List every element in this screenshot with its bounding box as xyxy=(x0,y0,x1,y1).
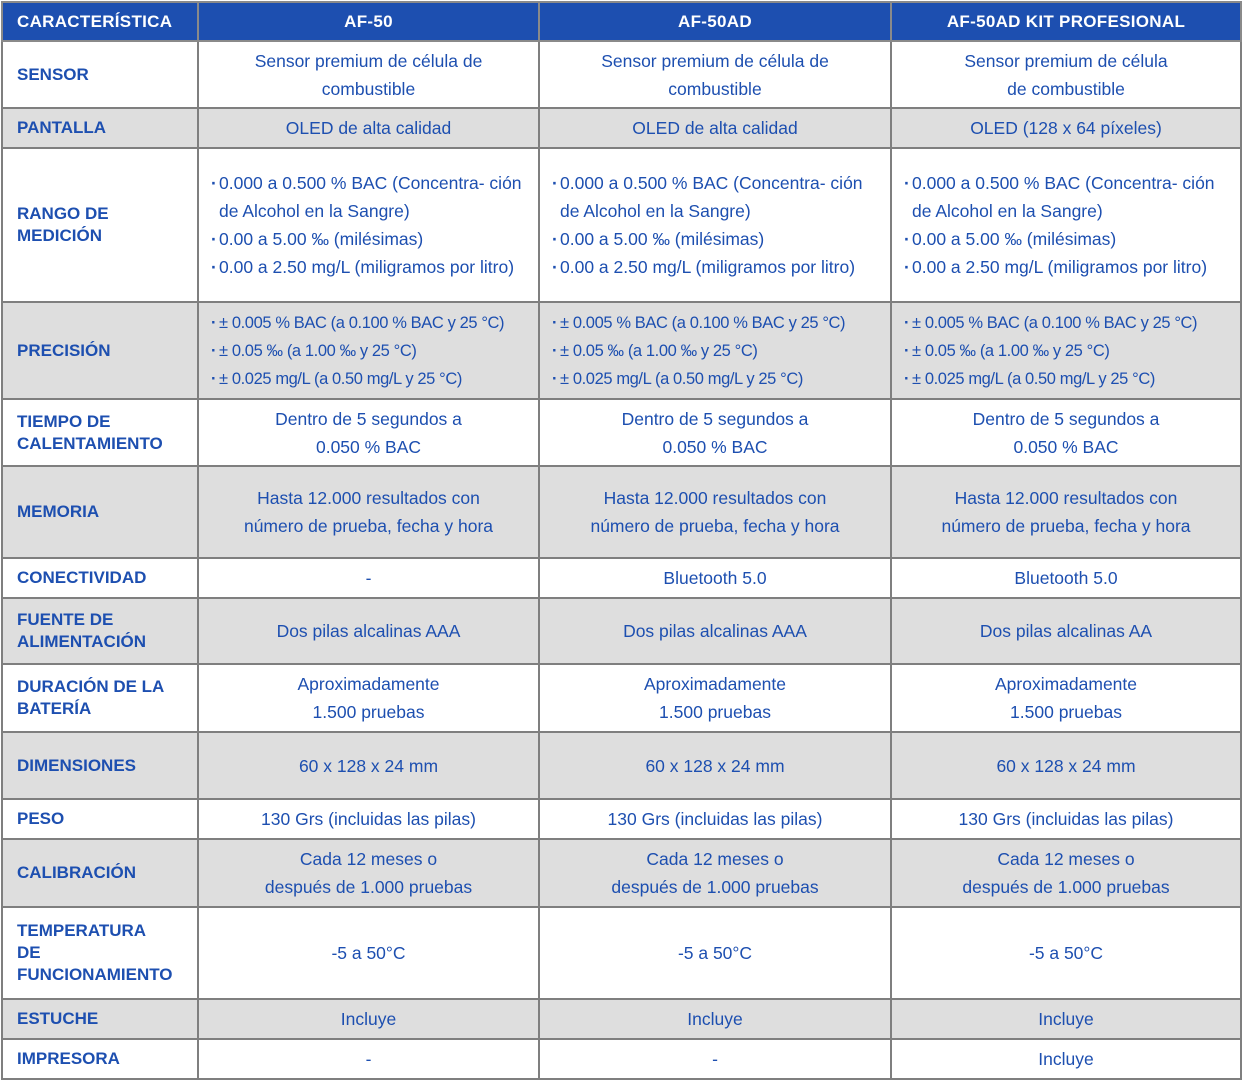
label-line: RANGO DE xyxy=(17,204,109,223)
cell-af50 xyxy=(198,108,539,148)
table-row-calibracion xyxy=(2,839,1241,907)
table-row-pantalla xyxy=(2,108,1241,148)
bullet-item: · 0.000 a 0.500 % BAC (Concentra- ción de Alcohol en la Sangre) xyxy=(552,169,884,225)
cell-line: Aproximadamente xyxy=(994,674,1138,694)
cell-line: 130 Grs (incluidas las pilas) xyxy=(958,809,1174,829)
cell-kit xyxy=(891,907,1241,999)
cell-line: - xyxy=(365,1049,372,1069)
cell-line: Incluye xyxy=(1038,1009,1094,1029)
table-row-conectividad xyxy=(2,558,1241,598)
cell-line: -5 a 50°C xyxy=(331,943,406,963)
table-row-peso xyxy=(2,799,1241,839)
cell-line: Bluetooth 5.0 xyxy=(663,568,767,588)
row-label xyxy=(2,732,198,799)
row-label xyxy=(2,799,198,839)
bullet-item: · 0.00 a 5.00 ‰ (milésimas) xyxy=(904,225,1234,253)
bullet-item: · 0.00 a 2.50 mg/L (miligramos por litro) xyxy=(211,253,532,281)
bullet-item: · ± 0.025 mg/L (a 0.50 mg/L y 25 °C) xyxy=(211,365,532,393)
cell-kit xyxy=(891,598,1241,664)
label-line: FUNCIONAMIENTO xyxy=(17,965,173,984)
cell-line: - xyxy=(712,1049,718,1069)
cell-af50 xyxy=(198,732,539,799)
cell-kit xyxy=(891,399,1241,466)
cell-af50ad xyxy=(539,664,891,732)
cell-line: Incluye xyxy=(687,1009,743,1029)
label-line: CALENTAMIENTO xyxy=(17,433,163,453)
cell-line: Dos pilas alcalinas AAA xyxy=(623,621,807,641)
label-line: ESTUCHE xyxy=(17,1009,99,1028)
bullet-list xyxy=(904,309,1234,393)
bullet-item: · ± 0.025 mg/L (a 0.50 mg/L y 25 °C) xyxy=(904,365,1234,393)
row-label xyxy=(2,108,198,148)
row-label xyxy=(2,41,198,108)
cell-kit xyxy=(891,108,1241,148)
cell-line: 60 x 128 x 24 mm xyxy=(298,755,439,776)
cell-line: de combustible xyxy=(1007,78,1125,99)
label-line: MEDICIÓN xyxy=(17,226,102,245)
bullet-item: · ± 0.005 % BAC (a 0.100 % BAC y 25 °C) xyxy=(552,309,884,337)
cell-line: -5 a 50°C xyxy=(677,943,753,963)
header-kit: AF-50AD KIT PROFESIONAL xyxy=(891,2,1241,41)
table-row-sensor xyxy=(2,41,1241,108)
cell-af50 xyxy=(198,907,539,999)
label-line: BATERÍA xyxy=(17,699,92,718)
cell-line: Bluetooth 5.0 xyxy=(1014,568,1118,588)
bullet-list xyxy=(552,309,884,393)
bullet-item: · ± 0.005 % BAC (a 0.100 % BAC y 25 °C) xyxy=(904,309,1234,337)
bullet-item: · 0.00 a 2.50 mg/L (miligramos por litro) xyxy=(904,253,1234,281)
label-line: CONECTIVIDAD xyxy=(17,568,147,587)
cell-af50ad xyxy=(539,558,891,598)
label-line: PESO xyxy=(17,809,65,828)
cell-line: 130 Grs (incluidas las pilas) xyxy=(607,809,823,829)
cell-line: Dentro de 5 segundos a xyxy=(621,408,809,429)
cell-line: Aproximadamente xyxy=(643,674,787,694)
cell-line: OLED de alta calidad xyxy=(632,118,798,138)
cell-af50 xyxy=(198,839,539,907)
table-row-impresora xyxy=(2,1039,1241,1079)
cell-line: Dentro de 5 segundos a xyxy=(275,408,462,429)
table-header xyxy=(2,2,1241,41)
cell-line: 130 Grs (incluidas las pilas) xyxy=(261,809,476,829)
cell-kit xyxy=(891,799,1241,839)
cell-af50ad xyxy=(539,598,891,664)
cell-af50 xyxy=(198,558,539,598)
table-row-memoria xyxy=(2,466,1241,558)
cell-line: después de 1.000 pruebas xyxy=(962,877,1170,897)
table-row-rango xyxy=(2,148,1241,302)
label-line: DIMENSIONES xyxy=(17,755,137,775)
label-line: PRECISIÓN xyxy=(17,340,111,360)
bullet-item: · ± 0.025 mg/L (a 0.50 mg/L y 25 °C) xyxy=(552,365,884,393)
cell-kit xyxy=(891,41,1241,108)
cell-kit xyxy=(891,1039,1241,1079)
cell-line: Dos pilas alcalinas AAA xyxy=(276,621,461,641)
cell-line: 0.050 % BAC xyxy=(1013,436,1119,457)
table-row-estuche xyxy=(2,999,1241,1039)
cell-af50 xyxy=(198,41,539,108)
cell-af50 xyxy=(198,1039,539,1079)
cell-line: 1.500 pruebas xyxy=(312,702,425,722)
cell-kit xyxy=(891,732,1241,799)
cell-af50ad xyxy=(539,41,891,108)
table-row-dimensiones xyxy=(2,732,1241,799)
row-label xyxy=(2,466,198,558)
cell-af50ad xyxy=(539,999,891,1039)
cell-line: después de 1.000 pruebas xyxy=(611,877,819,897)
header-af50: AF-50 xyxy=(198,2,539,41)
bullet-list xyxy=(904,169,1234,281)
cell-line: Cada 12 meses o xyxy=(646,849,784,869)
cell-line: después de 1.000 pruebas xyxy=(264,877,473,897)
bullet-list xyxy=(211,309,532,393)
bullet-list xyxy=(211,169,532,281)
cell-af50 xyxy=(198,148,539,302)
label-line: MEMORIA xyxy=(17,502,100,521)
label-line: DE xyxy=(17,943,41,962)
cell-line: número de prueba, fecha y hora xyxy=(243,516,494,536)
cell-af50ad xyxy=(539,399,891,466)
cell-line: 60 x 128 x 24 mm xyxy=(996,755,1136,776)
cell-line: 1.500 pruebas xyxy=(1010,702,1122,722)
cell-af50ad xyxy=(539,108,891,148)
cell-kit xyxy=(891,999,1241,1039)
table-body xyxy=(2,41,1241,1079)
cell-line: 60 x 128 x 24 mm xyxy=(645,755,785,776)
cell-line: Hasta 12.000 resultados con xyxy=(257,488,480,508)
row-label xyxy=(2,598,198,664)
bullet-item: · ± 0.05 ‰ (a 1.00 ‰ y 25 °C) xyxy=(904,337,1234,365)
bullet-item: · 0.00 a 2.50 mg/L (miligramos por litro) xyxy=(552,253,884,281)
cell-line: Aproximadamente xyxy=(297,674,440,694)
table-row-precision xyxy=(2,302,1241,399)
cell-kit xyxy=(891,839,1241,907)
cell-af50 xyxy=(198,302,539,399)
bullet-item: · 0.000 a 0.500 % BAC (Concentra- ción de Alcohol en la Sangre) xyxy=(211,169,532,225)
cell-kit xyxy=(891,466,1241,558)
cell-line: 0.050 % BAC xyxy=(662,436,768,457)
cell-line: -5 a 50°C xyxy=(1028,943,1104,963)
label-line: PANTALLA xyxy=(17,118,107,137)
cell-af50 xyxy=(198,664,539,732)
row-label xyxy=(2,558,198,598)
cell-af50 xyxy=(198,799,539,839)
label-line: DURACIÓN DE LA xyxy=(17,677,165,696)
bullet-item: · ± 0.05 ‰ (a 1.00 ‰ y 25 °C) xyxy=(552,337,884,365)
cell-af50 xyxy=(198,999,539,1039)
cell-line: OLED de alta calidad xyxy=(285,118,452,138)
cell-kit xyxy=(891,664,1241,732)
cell-af50 xyxy=(198,598,539,664)
cell-kit xyxy=(891,148,1241,302)
bullet-item: · ± 0.005 % BAC (a 0.100 % BAC y 25 °C) xyxy=(211,309,532,337)
cell-af50 xyxy=(198,399,539,466)
cell-af50ad xyxy=(539,907,891,999)
row-label xyxy=(2,399,198,466)
label-line: CALIBRACIÓN xyxy=(17,863,136,882)
cell-line: número de prueba, fecha y hora xyxy=(941,516,1191,536)
table-row-bateria xyxy=(2,664,1241,732)
label-line: TEMPERATURA xyxy=(17,921,147,940)
row-label xyxy=(2,664,198,732)
cell-kit xyxy=(891,302,1241,399)
cell-line: Incluye xyxy=(340,1009,397,1029)
row-label xyxy=(2,999,198,1039)
label-line: FUENTE DE xyxy=(17,610,114,629)
cell-line: Cada 12 meses o xyxy=(299,849,438,869)
cell-af50ad xyxy=(539,1039,891,1079)
header-feature: CARACTERÍSTICA xyxy=(2,2,198,41)
cell-af50ad xyxy=(539,466,891,558)
spec-comparison-table xyxy=(1,1,1242,1080)
row-label xyxy=(2,148,198,302)
cell-line: Sensor premium de célula de xyxy=(601,50,829,71)
cell-line: número de prueba, fecha y hora xyxy=(590,516,840,536)
cell-line: Incluye xyxy=(1038,1049,1094,1069)
bullet-item: · 0.00 a 5.00 ‰ (milésimas) xyxy=(552,225,884,253)
cell-af50ad xyxy=(539,799,891,839)
cell-line: - xyxy=(365,568,372,588)
cell-af50ad xyxy=(539,839,891,907)
cell-af50ad xyxy=(539,148,891,302)
cell-line: combustible xyxy=(321,78,416,99)
cell-line: 0.050 % BAC xyxy=(315,436,422,457)
header-af50ad: AF-50AD xyxy=(539,2,891,41)
bullet-item: · 0.00 a 5.00 ‰ (milésimas) xyxy=(211,225,532,253)
row-label xyxy=(2,839,198,907)
cell-line: Hasta 12.000 resultados con xyxy=(954,488,1178,508)
cell-kit xyxy=(891,558,1241,598)
row-label xyxy=(2,302,198,399)
label-line: SENSOR xyxy=(17,64,89,84)
header-row xyxy=(2,2,1241,41)
row-label xyxy=(2,1039,198,1079)
table-row-alimentacion xyxy=(2,598,1241,664)
cell-line: Hasta 12.000 resultados con xyxy=(603,488,827,508)
bullet-list xyxy=(552,169,884,281)
cell-line: Sensor premium de célula de xyxy=(254,50,483,71)
cell-line: combustible xyxy=(668,78,762,99)
cell-af50 xyxy=(198,466,539,558)
row-label xyxy=(2,907,198,999)
cell-af50ad xyxy=(539,732,891,799)
bullet-item: · 0.000 a 0.500 % BAC (Concentra- ción de Alcohol en la Sangre) xyxy=(904,169,1234,225)
cell-line: Dentro de 5 segundos a xyxy=(972,408,1160,429)
bullet-item: · ± 0.05 ‰ (a 1.00 ‰ y 25 °C) xyxy=(211,337,532,365)
label-line: IMPRESORA xyxy=(17,1049,120,1068)
cell-line: OLED (128 x 64 píxeles) xyxy=(970,118,1162,138)
cell-line: Sensor premium de célula xyxy=(964,50,1168,71)
table-row-temperatura xyxy=(2,907,1241,999)
cell-line: Dos pilas alcalinas AA xyxy=(979,621,1153,641)
cell-line: Cada 12 meses o xyxy=(997,849,1135,869)
label-line: TIEMPO DE xyxy=(17,411,111,431)
table-row-calentamiento xyxy=(2,399,1241,466)
cell-line: 1.500 pruebas xyxy=(659,702,771,722)
label-line: ALIMENTACIÓN xyxy=(17,632,147,651)
cell-af50ad xyxy=(539,302,891,399)
